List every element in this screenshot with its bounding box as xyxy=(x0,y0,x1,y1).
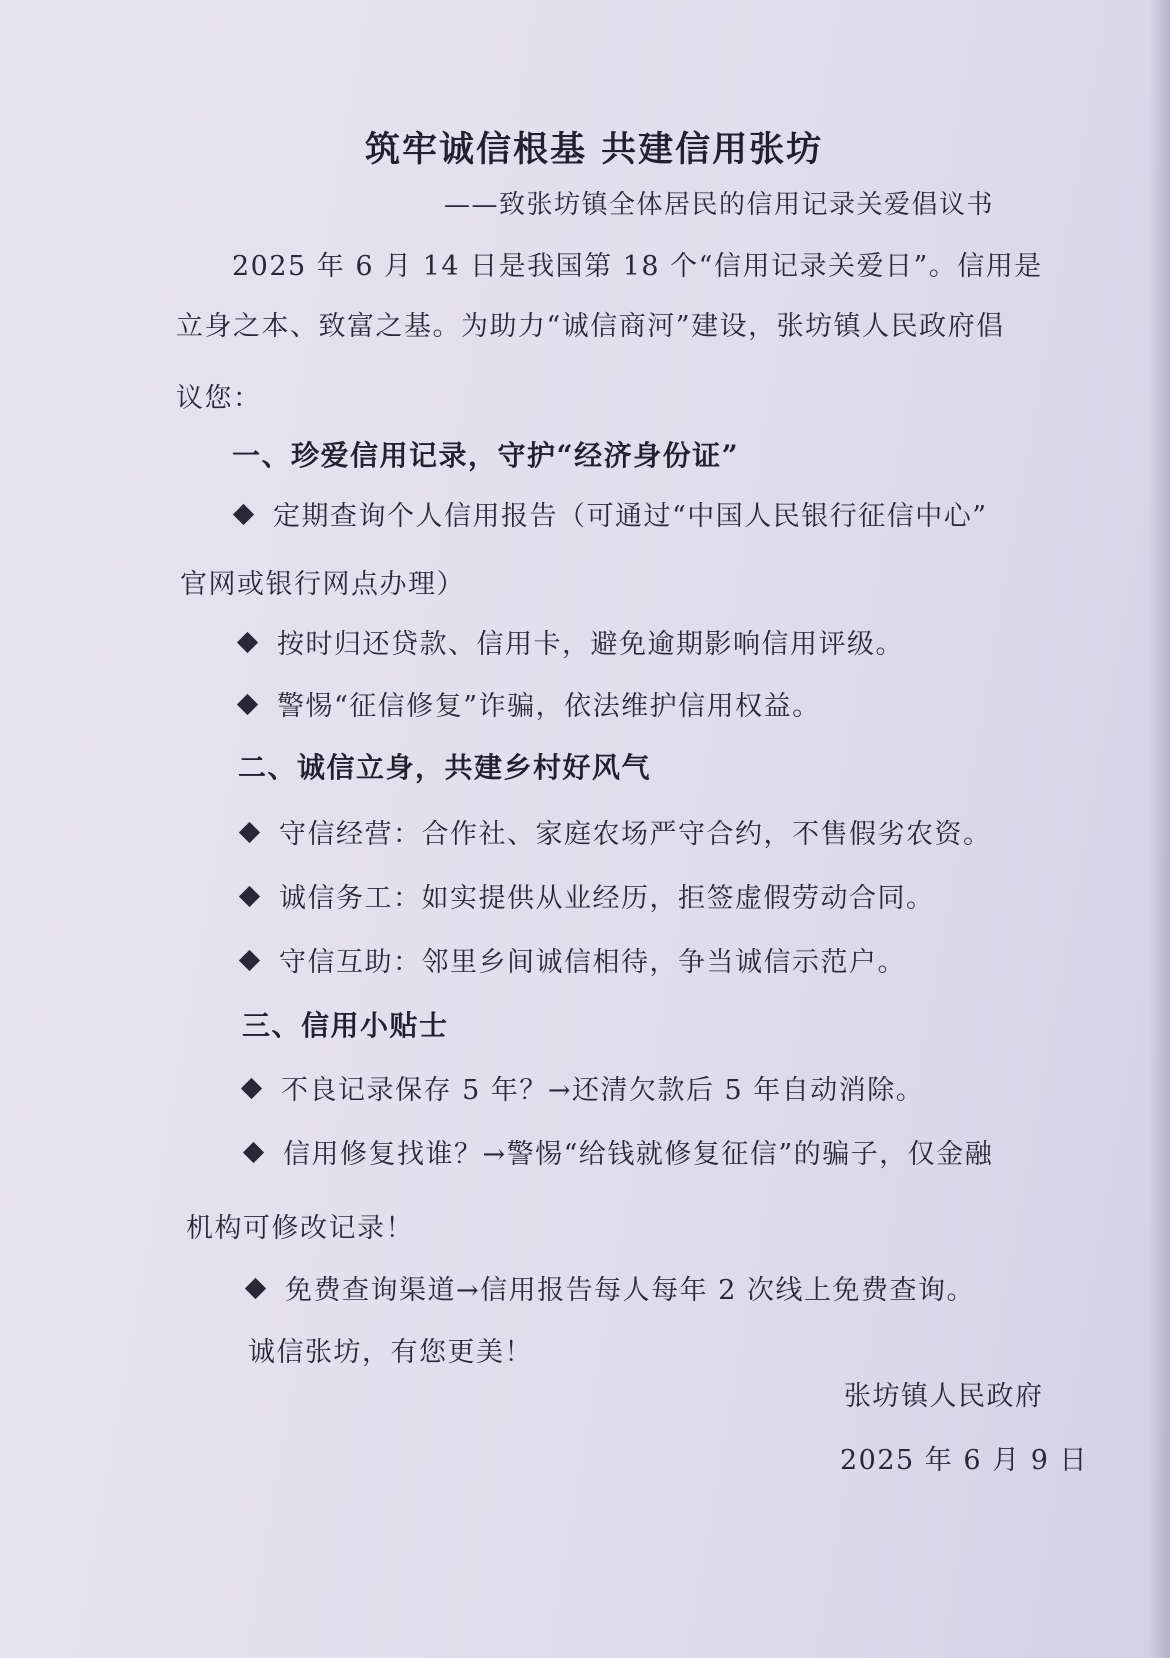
section-2-bullet-2: 诚信务工：如实提供从业经历，拒签虚假劳动合同。 xyxy=(242,876,935,915)
signature-date: 2025 年 6 月 9 日 xyxy=(840,1445,1088,1476)
section-1-bullet-1-cont: 官网或银行网点办理） xyxy=(180,569,465,600)
diamond-bullet-icon xyxy=(237,694,258,715)
section-1-bullet-1: 定期查询个人信用报告（可通过“中国人民银行征信中心” xyxy=(236,494,988,533)
section-2-heading: 二、诚信立身，共建乡村好风气 xyxy=(238,751,652,784)
diamond-bullet-icon xyxy=(241,1078,262,1099)
diamond-bullet-icon xyxy=(245,1278,266,1299)
section-3-heading: 三、信用小贴士 xyxy=(242,1009,449,1042)
diamond-bullet-icon xyxy=(243,1142,264,1163)
diamond-bullet-icon xyxy=(239,886,260,907)
section-2-bullet-1: 守信经营：合作社、家庭农场严守合约，不售假劣农资。 xyxy=(242,812,992,851)
section-3-bullet-1: 不良记录保存 5 年？→还清欠款后 5 年自动消除。 xyxy=(244,1068,924,1107)
document-title: 筑牢诚信根基 共建信用张坊 xyxy=(365,129,824,170)
closing-line: 诚信张坊，有您更美！ xyxy=(248,1337,533,1368)
section-3-bullet-2-cont: 机构可修改记录！ xyxy=(186,1213,414,1244)
section-2-bullet-3: 守信互助：邻里乡间诚信相待，争当诚信示范户。 xyxy=(242,940,906,979)
section-3-bullet-3: 免费查询渠道→信用报告每人每年 2 次线上免费查询。 xyxy=(248,1268,975,1307)
section-1-bullet-2: 按时归还贷款、信用卡，避免逾期影响信用评级。 xyxy=(240,622,904,661)
intro-line-3: 议您： xyxy=(176,383,262,414)
document-subtitle: ——致张坊镇全体居民的信用记录关爱倡议书 xyxy=(444,190,995,220)
signature: 张坊镇人民政府 xyxy=(844,1381,1044,1412)
section-1-heading: 一、珍爱信用记录，守护“经济身份证” xyxy=(232,439,740,472)
diamond-bullet-icon xyxy=(239,950,260,971)
diamond-bullet-icon xyxy=(233,504,254,525)
intro-line-2: 立身之本、致富之基。为助力“诚信商河”建设，张坊镇人民政府倡 xyxy=(176,311,1005,342)
section-1-bullet-3: 警惕“征信修复”诈骗，依法维护信用权益。 xyxy=(240,684,821,723)
section-3-bullet-2: 信用修复找谁？→警惕“给钱就修复征信”的骗子，仅金融 xyxy=(246,1132,993,1171)
diamond-bullet-icon xyxy=(237,632,258,653)
paper-edge-shadow xyxy=(1148,0,1170,1658)
intro-line-1: 2025 年 6 月 14 日是我国第 18 个“信用记录关爱日”。信用是 xyxy=(232,251,1043,282)
diamond-bullet-icon xyxy=(239,822,260,843)
